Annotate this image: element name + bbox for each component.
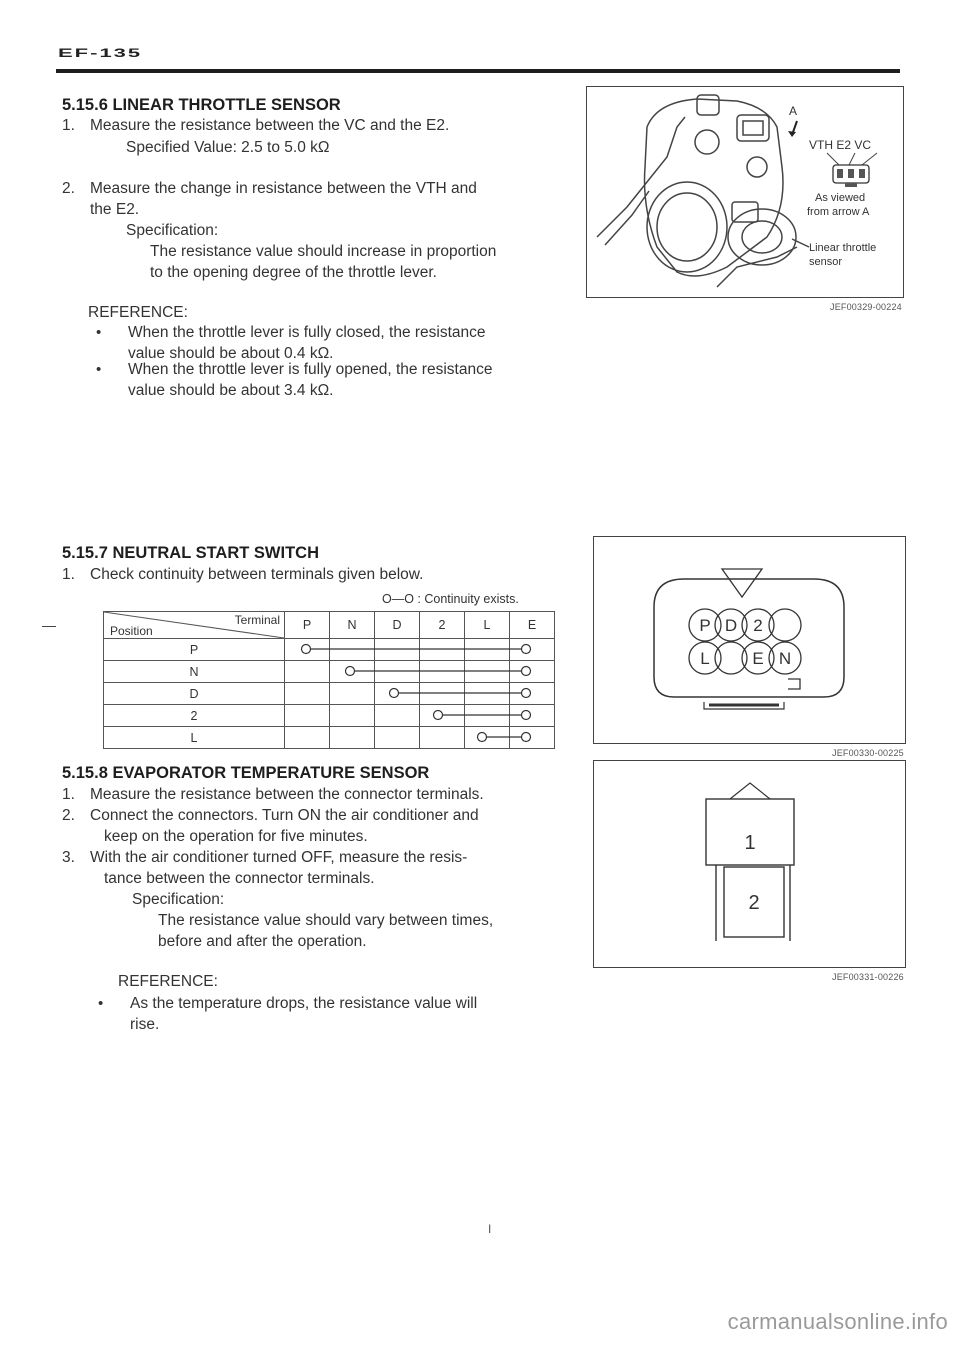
s3-step3: 3. With the air conditioner turned OFF, measure the resis- <box>62 849 468 866</box>
position-cell: P <box>104 639 285 661</box>
watermark: carmanualsonline.info <box>727 1309 948 1334</box>
page-footer-number: I <box>488 1222 492 1236</box>
section-title-evaporator-temperature-sensor: 5.15.8 EVAPORATOR TEMPERATURE SENSOR <box>62 764 430 782</box>
s1-reference-bullet-1: • When the throttle lever is fully closed, the resistance value should be about 0.4 kΩ. <box>96 322 536 364</box>
pin-label: 2 <box>753 616 763 635</box>
s1-spec-text: The resistance value should increase in proportion <box>150 243 497 260</box>
s3-reference-bullet-1: • As the temperature drops, the resistance value will rise. <box>98 993 558 1035</box>
switch-connector-illustration <box>594 537 905 743</box>
throttle-body-illustration <box>587 87 903 297</box>
corner-position-label: Position <box>110 624 153 638</box>
s2-step1: 1. Check continuity between terminals given below. <box>62 566 424 583</box>
pin-label: D <box>724 616 738 635</box>
connector-icon <box>833 165 869 187</box>
s3-spec-label: Specification: <box>132 891 225 908</box>
s1-specified-value: Specified Value: 2.5 to 5.0 kΩ <box>126 139 330 156</box>
evaporator-connector-illustration <box>594 761 905 967</box>
s3-step1: 1. Measure the resistance between the connector terminals. <box>62 786 484 803</box>
figure-code-1: JEF00329-00224 <box>830 302 902 312</box>
arrow-a-label: A <box>789 104 798 118</box>
s3-step2-cont: keep on the operation for five minutes. <box>104 828 368 845</box>
s1-reference-label: REFERENCE: <box>88 304 188 321</box>
continuity-legend: O—O : Continuity exists. <box>382 592 519 606</box>
figure-code-3: JEF00331-00226 <box>832 972 904 982</box>
continuity-overlay <box>103 611 553 751</box>
position-cell: 2 <box>104 705 285 727</box>
position-cell: L <box>104 727 285 749</box>
evaporator-connector-figure <box>593 760 906 968</box>
terminal-header: E <box>510 612 555 639</box>
pin-label: E <box>752 649 764 668</box>
s1-step1: 1. Measure the resistance between the VC and the E2. <box>62 117 450 134</box>
page-header-code: EF-135 <box>58 46 143 60</box>
section-title-neutral-start-switch: 5.15.7 NEUTRAL START SWITCH <box>62 544 319 562</box>
pin-1-label: 1 <box>744 832 756 854</box>
sensor-label: Linear throttle <box>809 242 877 254</box>
s1-spec-text-cont: to the opening degree of the throttle lever. <box>150 264 437 281</box>
s3-step2: 2. Connect the connectors. Turn ON the air conditioner and <box>62 807 479 824</box>
pin-2-label: 2 <box>748 892 760 914</box>
s1-reference-bullet-2: • When the throttle lever is fully opened, the resistance value should be about 3.4 kΩ. <box>96 359 536 401</box>
continuity-p-e <box>302 645 531 654</box>
terminal-labels: VTH E2 VC <box>809 138 872 152</box>
pin-label: P <box>699 616 711 635</box>
continuity-d-e <box>390 689 531 698</box>
section-title-linear-throttle-sensor: 5.15.6 LINEAR THROTTLE SENSOR <box>62 96 341 114</box>
margin-tick <box>42 626 56 627</box>
pin-label: N <box>778 649 792 668</box>
terminal-header: N <box>330 612 375 639</box>
neutral-switch-connector-figure <box>593 536 906 744</box>
position-cell: N <box>104 661 285 683</box>
s3-spec-text: The resistance value should vary between times, <box>158 912 494 929</box>
sensor-label-cont: sensor <box>809 256 843 268</box>
as-viewed-label-cont: from arrow A <box>807 206 870 218</box>
as-viewed-label: As viewed <box>815 192 866 204</box>
s3-step3-cont: tance between the connector terminals. <box>104 870 375 887</box>
throttle-body-figure <box>586 86 904 298</box>
pin-label: L <box>700 649 710 668</box>
terminal-header: L <box>465 612 510 639</box>
continuity-l-e <box>478 733 531 742</box>
continuity-n-e <box>346 667 531 676</box>
header-rule <box>56 69 900 73</box>
position-cell: D <box>104 683 285 705</box>
figure-code-2: JEF00330-00225 <box>832 748 904 758</box>
s1-spec-label: Specification: <box>126 222 219 239</box>
corner-terminal-label: Terminal <box>234 613 280 627</box>
s1-step2: 2. Measure the change in resistance between the VTH and <box>62 180 477 197</box>
s1-step2-cont: the E2. <box>90 201 140 218</box>
terminal-header: D <box>375 612 420 639</box>
terminal-header: P <box>285 612 330 639</box>
s3-spec-text-cont: before and after the operation. <box>158 933 367 950</box>
terminal-header: 2 <box>420 612 465 639</box>
continuity-2-e <box>434 711 531 720</box>
s3-reference-label: REFERENCE: <box>118 973 218 990</box>
